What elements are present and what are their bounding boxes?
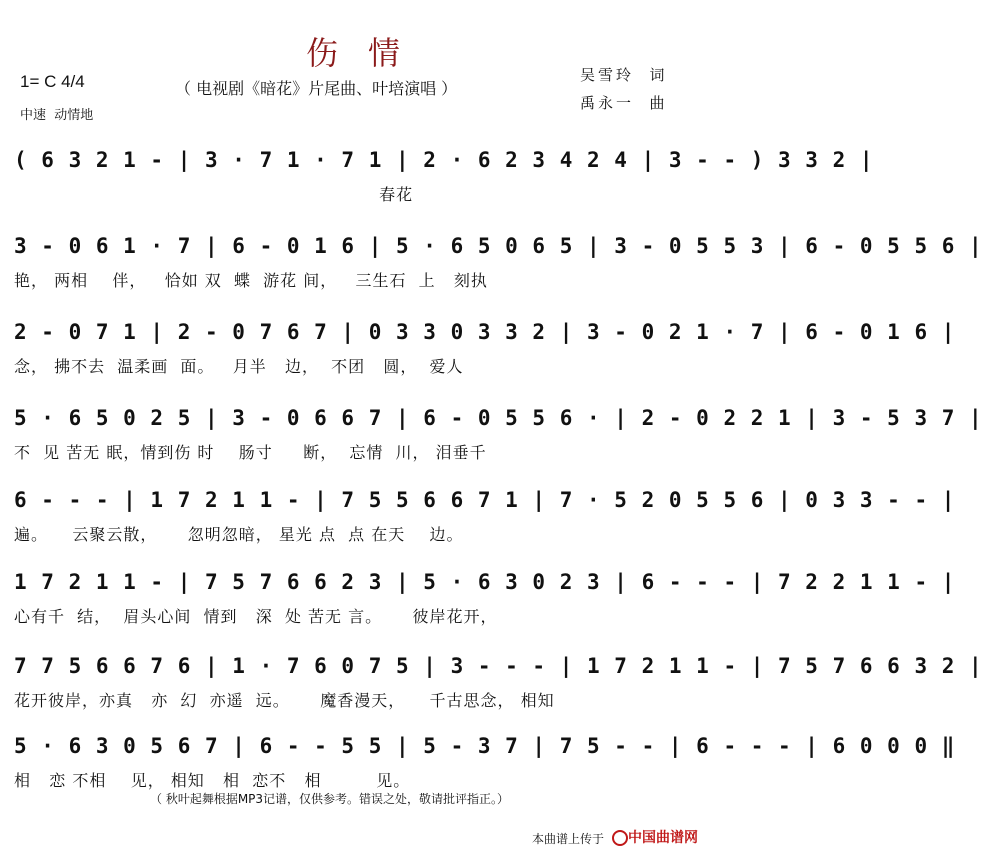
site-name: 中国曲谱网 — [628, 830, 698, 846]
tempo-marking: 中速 动情地 — [20, 108, 94, 123]
subtitle: （ 电视剧《暗花》片尾曲、叶培演唱 ） — [175, 79, 458, 98]
lyrics-line: 相 恋 不相 见， 相知 相 恋不 相 见。 — [14, 771, 411, 790]
notes-line: 2 - 0 7 1 | 2 - 0 7 6 7 | 0 3 3 0 3 3 2 | 3 - 0 2 1 · 7 | 6 - 0 1 6 | — [14, 320, 956, 344]
composer-credit: 禹永一 曲 — [580, 94, 668, 112]
lyrics-line: 不 见 苦无 眠，情到伤 时 肠寸 断， 忘情 川， 泪垂千 — [14, 443, 487, 462]
site-logo-icon — [612, 830, 628, 846]
notes-line: 5 · 6 3 0 5 6 7 | 6 - - 5 5 | 5 - 3 7 | 7 5 - - | 6 - - - | 6 0 0 0 ‖ — [14, 734, 956, 758]
notes-line: 6 - - - | 1 7 2 1 1 - | 7 5 5 6 6 7 1 | 7 · 5 2 0 5 5 6 | 0 3 3 - - | — [14, 488, 956, 512]
notes-line: 3 - 0 6 1 · 7 | 6 - 0 1 6 | 5 · 6 5 0 6 5 | 3 - 0 5 5 3 | 6 - 0 5 5 6 | — [14, 234, 983, 258]
notes-line: 1 7 2 1 1 - | 7 5 7 6 6 2 3 | 5 · 6 3 0 2 3 | 6 - - - | 7 2 2 1 1 - | — [14, 570, 956, 594]
lyrics-line: 念， 拂不去 温柔画 面。 月半 边， 不团 圆， 爱人 — [14, 357, 464, 376]
lyrics-line: 花开彼岸，亦真 亦 幻 亦遥 远。 魔香漫天， 千古思念， 相知 — [14, 691, 555, 710]
notes-line: 5 · 6 5 0 2 5 | 3 - 0 6 6 7 | 6 - 0 5 5 6 · | 2 - 0 2 2 1 | 3 - 5 3 7 | — [14, 406, 983, 430]
notes-line: ( 6 3 2 1 - | 3 · 7 1 · 7 1 | 2 · 6 2 3 4 2 4 | 3 - - ) 3 3 2 | — [14, 148, 874, 172]
notes-line: 7 7 5 6 6 7 6 | 1 · 7 6 0 7 5 | 3 - - - | 1 7 2 1 1 - | 7 5 7 6 6 3 2 | — [14, 654, 983, 678]
lyrics-line: 艳， 两相 伴， 恰如 双 蝶 游花 间， 三生石 上 刻执 — [14, 271, 488, 290]
lyrics-line: 春花 — [14, 185, 414, 204]
lyrics-line: 遍。 云聚云散， 忽明忽暗， 星光 点 点 在天 边。 — [14, 525, 464, 544]
song-title: 伤情 — [305, 34, 430, 72]
lyricist-credit: 吴雪玲 词 — [580, 66, 668, 84]
upload-note: 本曲谱上传于 — [532, 832, 605, 846]
lyrics-line: 心有千 结， 眉头心间 情到 深 处 苦无 言。 彼岸花开， — [14, 607, 498, 626]
key-signature: 1= C 4/4 — [20, 72, 85, 91]
transcription-note: （ 秋叶起舞根据MP3记谱，仅供参考。错误之处，敬请批评指正。） — [150, 792, 510, 806]
